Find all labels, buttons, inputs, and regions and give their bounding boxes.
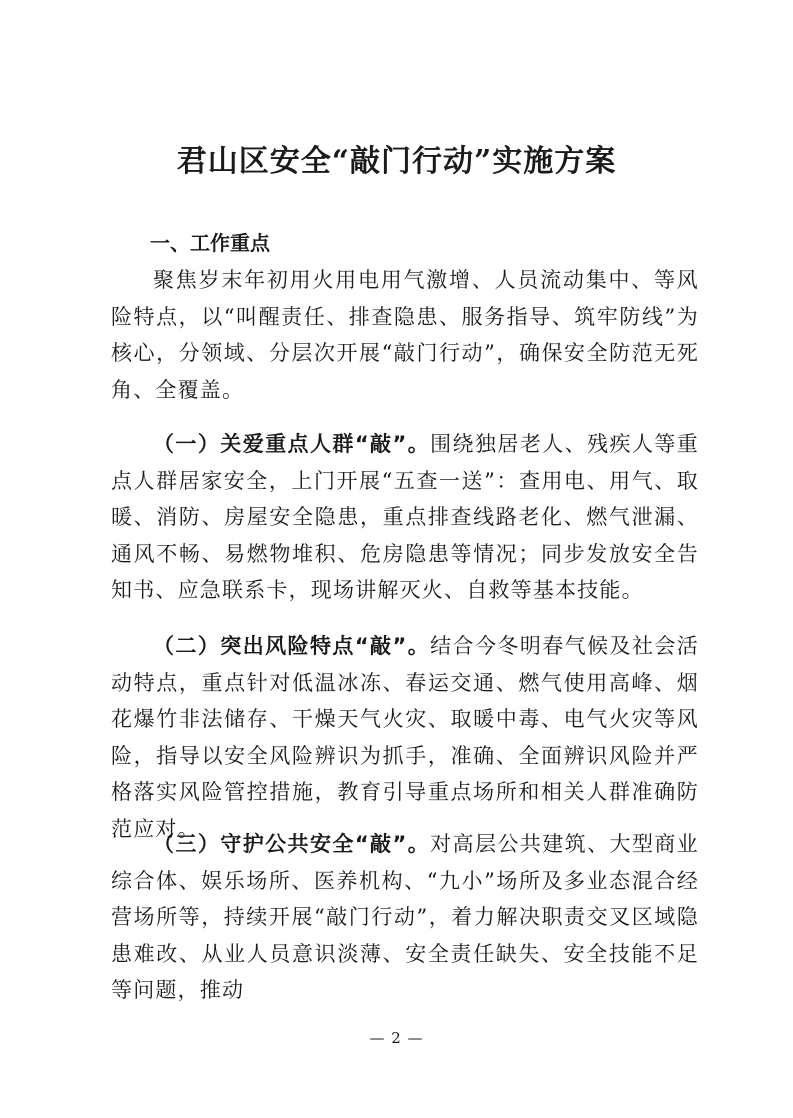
paragraph-intro-text: 聚焦岁末年初用火用电用气激增、人员流动集中、等风险特点，以“叫醒责任、排查隐患、服务指导、筑牢防线”为核心，分领域、分层次开展“敲门行动”，确保安全防范无死角、全覆盖。 [111, 268, 699, 402]
subheading-risk-features: （二）突出风险特点“敲”。 [153, 634, 431, 658]
subheading-care-key-groups: （一）关爱重点人群“敲”。 [153, 432, 431, 456]
paragraph-care-key-groups [111, 426, 699, 609]
subheading-public-safety: （三）守护公共安全“敲”。 [153, 832, 431, 856]
paragraph-intro [111, 262, 699, 408]
section-heading: 一、工作重点 [150, 231, 270, 255]
paragraph-public-safety-text: 对高层公共建筑、大型商业综合体、娱乐场所、医养机构、“九小”场所及多业态混合经营场所等，持续开展“敲门行动”，着力解决职责交叉区域隐患难改、从业人员意识淡薄、安全责任缺失、安全技能不足等问题，推动 [111, 832, 699, 1003]
paragraph-care-key-groups-text: 围绕独居老人、残疾人等重点人群居家安全，上门开展“五查一送”：查用电、用气、取暖、消防、房屋安全隐患，重点排查线路老化、燃气泄漏、通风不畅、易燃物堆积、危房隐患等情况；同步发放安全告知书、应急联系卡，现场讲解灭火、自救等基本技能。 [111, 432, 699, 603]
paragraph-public-safety [111, 826, 699, 1009]
paragraph-risk-features [111, 628, 699, 848]
document-title: 君山区安全“敲门行动”实施方案 [176, 144, 617, 179]
page-number: — 2 — [369, 1029, 424, 1047]
paragraph-risk-features-text: 结合今冬明春气候及社会活动特点，重点针对低温冰冻、春运交通、燃气使用高峰、烟花爆竹非法储存、干燥天气火灾、取暖中毒、电气火灾等风险，指导以安全风险辨识为抓手，准确、全面辨识风险并严格落实风险管控措施，教育引导重点场所和相关人群准确防范应对。 [111, 634, 699, 841]
